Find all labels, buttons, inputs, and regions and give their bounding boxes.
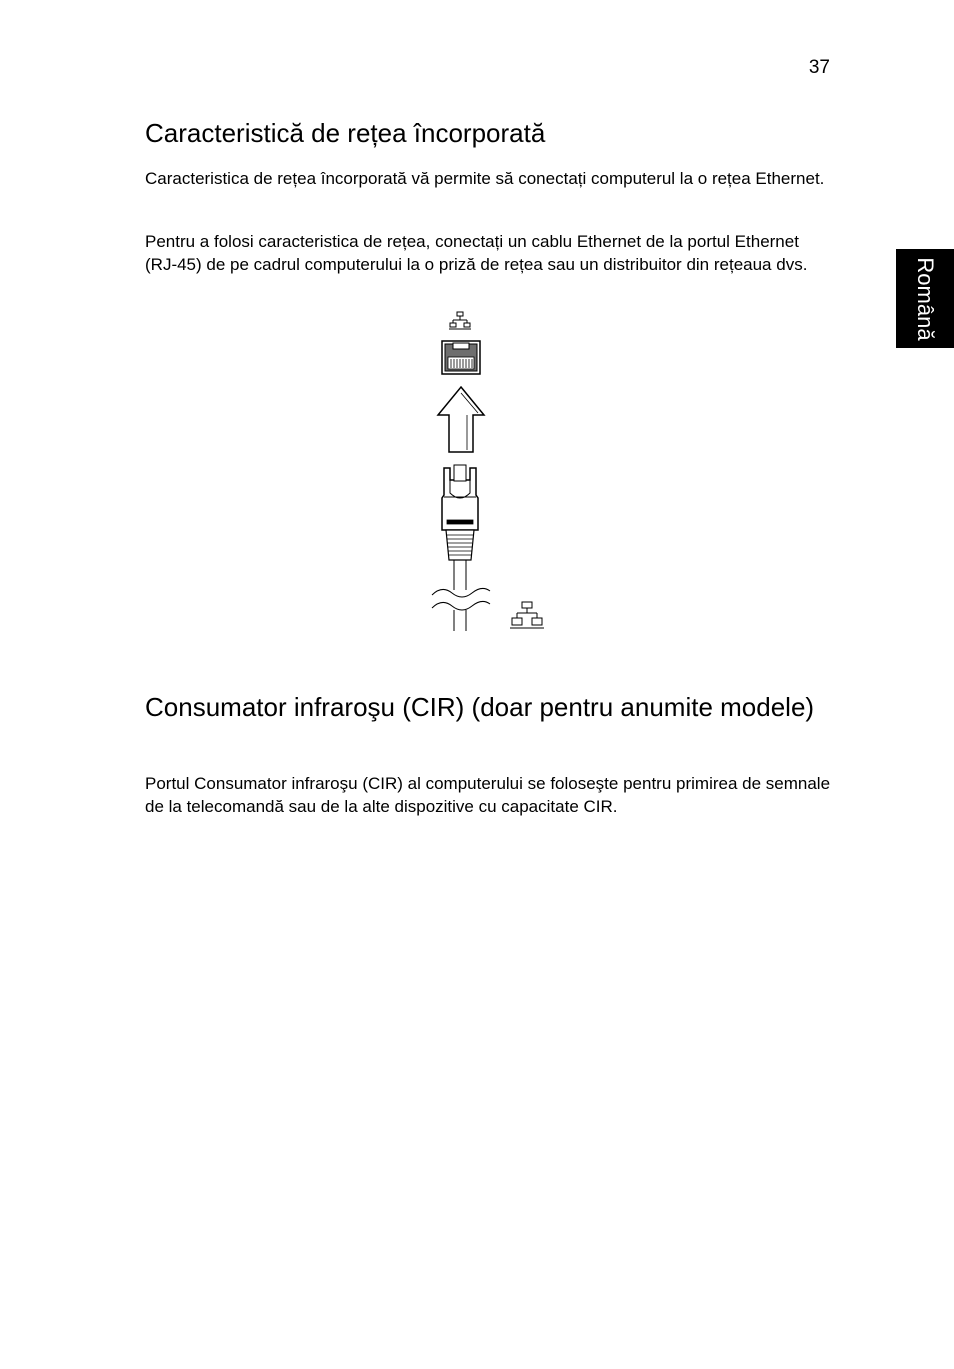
ethernet-figure <box>420 305 560 640</box>
page-number: 37 <box>808 57 830 78</box>
network-icon <box>449 312 471 329</box>
section-title-network: Caracteristică de rețea încorporată <box>145 118 546 148</box>
language-tab <box>896 249 954 348</box>
rj45-plug-icon <box>442 465 478 590</box>
paragraph-cir: Portul Consumator infraroşu (CIR) al computerului se foloseşte pentru primirea de semnale de la telecomandă sau de la alte dispozitive cu capacitate CIR. <box>145 774 831 816</box>
network-icon <box>510 602 544 628</box>
ethernet-port-icon <box>442 341 480 374</box>
paragraph-network-intro: Caracteristica de rețea încorporată vă permite să conectați computerul la o rețea Ethernet. <box>145 169 825 188</box>
paragraph-network-usage: Pentru a folosi caracteristica de rețea, conectați un cablu Ethernet de la portul Ethernet (RJ-45) de pe cadrul computerului la o priză de rețea sau un distribuitor din rețeaua dvs. <box>145 232 808 274</box>
language-tab-label: Română <box>913 256 938 341</box>
section-title-cir: Consumator infraroşu (CIR) (doar pentru anumite modele) <box>145 692 815 722</box>
up-arrow-icon <box>438 387 484 452</box>
cable-break-icon <box>432 588 490 631</box>
